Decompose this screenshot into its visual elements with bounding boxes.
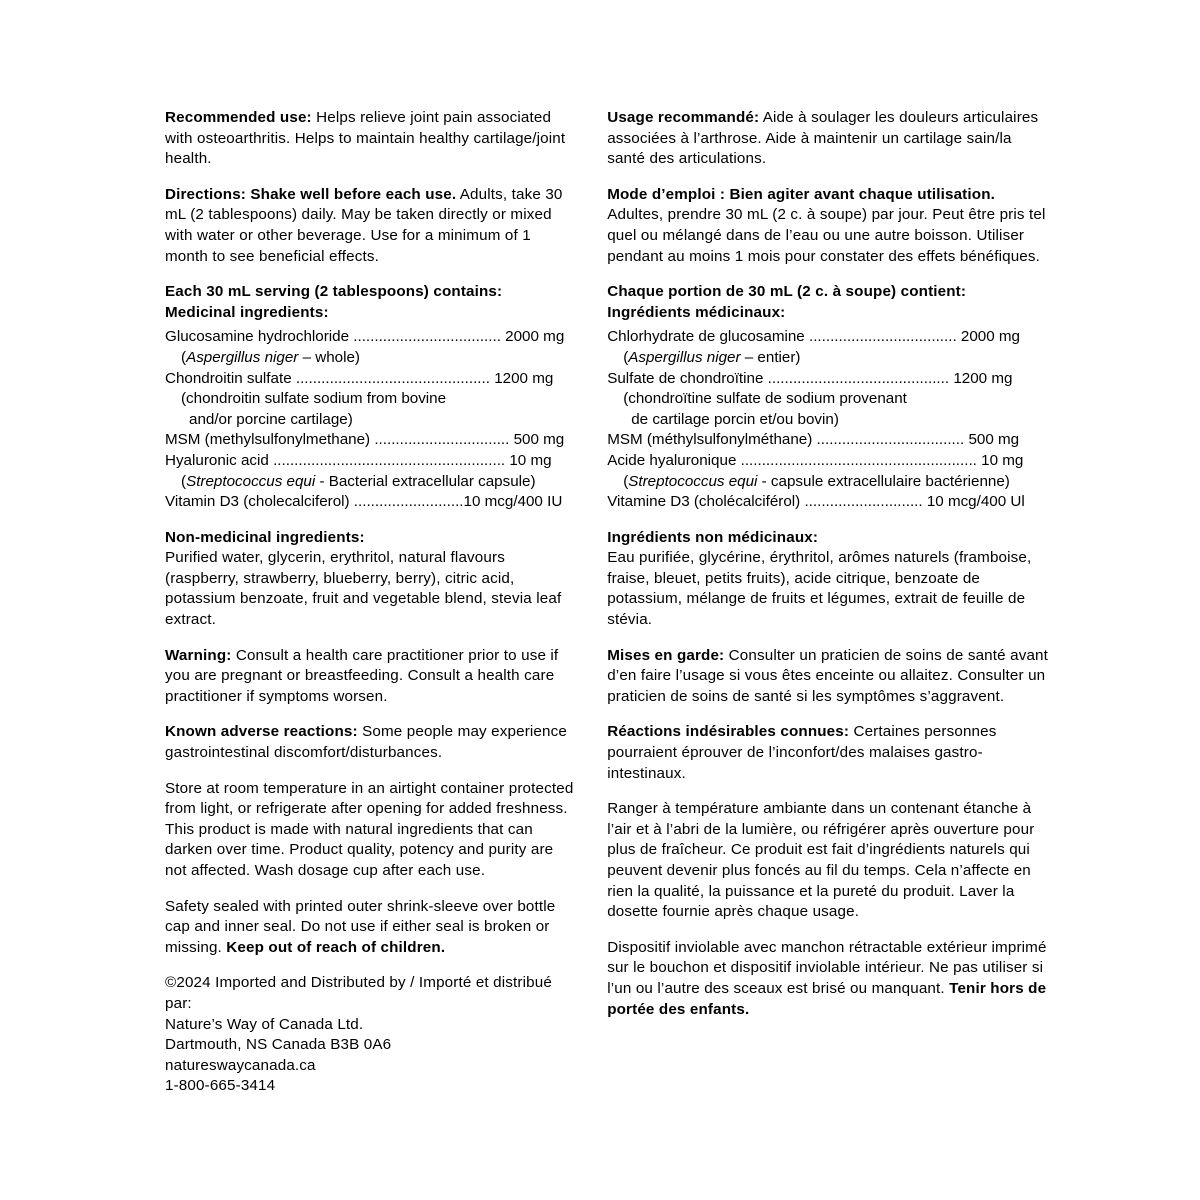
- ingredient-sub-rest: - capsule extracellulaire bactérienne): [757, 472, 1010, 490]
- ingredient-dots: ..........................: [349, 493, 464, 511]
- ingredient-amount: 500 mg: [964, 431, 1020, 449]
- ingredient-dots: ................................: [370, 431, 510, 449]
- ingredient-sub-italic: Aspergillus niger: [186, 348, 299, 366]
- ingredient-dots: .......................................................: [268, 451, 506, 469]
- adverse-paragraph-fr: [607, 722, 1050, 784]
- ingredient-dots: ...................................: [349, 328, 501, 346]
- keep-out-of-reach-text: Keep out of reach of children.: [226, 938, 446, 956]
- ingredient-subrow: de cartilage porcin et/ou bovin): [631, 410, 839, 428]
- serving-heading-fr: Chaque portion de 30 mL (2 c. à soupe) contient:: [607, 283, 967, 301]
- directions-paragraph: [165, 185, 574, 267]
- ingredient-row: [165, 430, 574, 451]
- ingredient-sub-italic: Streptococcus equi: [628, 472, 758, 490]
- serving-heading: Each 30 mL serving (2 tablespoons) contains:: [165, 283, 503, 301]
- company-address: Dartmouth, NS Canada B3B 0A6: [165, 1036, 392, 1054]
- ingredient-name: Glucosamine hydrochloride: [165, 328, 350, 346]
- safety-seal-block: [165, 897, 574, 959]
- ingredient-amount: 500 mg: [509, 431, 565, 449]
- keep-out-of-reach-text-fr: Tenir hors de portée des enfants.: [607, 979, 1047, 1018]
- ingredient-row: [165, 492, 574, 513]
- ingredient-amount: 10 mg: [976, 451, 1024, 469]
- ingredient-row: [607, 451, 1050, 472]
- non-medicinal-heading: Non-medicinal ingredients:: [165, 528, 365, 546]
- adverse-text-fr: Certaines personnes pourraient éprouver de l’inconfort/des malaises gastro-intestinaux.: [607, 723, 997, 782]
- non-medicinal-block: [165, 528, 574, 631]
- ingredient-dots: ...................................: [812, 431, 965, 449]
- recommended-use-block: [165, 108, 574, 170]
- directions-block: [165, 185, 574, 267]
- ingredient-amount: 1200 mg: [949, 369, 1013, 387]
- ingredient-subrow: and/or porcine cartilage): [189, 410, 353, 428]
- medicinal-heading: Medicinal ingredients:: [165, 303, 329, 321]
- ingredient-sub-prefix: (: [181, 472, 187, 490]
- medicinal-ingredients-list-fr: [607, 327, 1050, 512]
- ingredient-name: Chondroitin sulfate: [165, 369, 292, 387]
- company-phone[interactable]: 1-800-665-3414: [165, 1077, 276, 1095]
- bilingual-columns: [165, 108, 1050, 1112]
- ingredient-row: [607, 430, 1050, 451]
- ingredient-name: Sulfate de chondroïtine: [607, 369, 768, 387]
- ingredient-name: Hyaluronic acid: [165, 451, 269, 469]
- ingredient-row: [165, 451, 574, 472]
- recommended-use-text: Helps relieve joint pain associated with osteoarthritis. Helps to maintain healthy cartilage/joint health.: [165, 109, 566, 168]
- ingredient-sub-italic: Streptococcus equi: [186, 472, 316, 490]
- ingredient-dots: ...................................: [804, 328, 957, 346]
- ingredient-sub-rest: - Bacterial extracellular capsule): [315, 472, 536, 490]
- footer-block: [165, 973, 574, 1097]
- ingredient-amount: 2000 mg: [956, 328, 1020, 346]
- adverse-text: Some people may experience gastrointestinal discomfort/disturbances.: [165, 723, 567, 762]
- warning-block-fr: [607, 646, 1050, 708]
- copyright-line: ©2024 Imported and Distributed by / Importé et distribué par:: [165, 974, 552, 1012]
- ingredient-row: [165, 369, 574, 390]
- warning-paragraph-fr: [607, 646, 1050, 708]
- ingredient-sub-prefix: (: [181, 348, 187, 366]
- adverse-reactions-block-fr: [607, 722, 1050, 784]
- safety-paragraph: [165, 897, 574, 959]
- ingredient-dots: ........................................................: [736, 451, 977, 469]
- ingredient-sub-prefix: (: [623, 348, 629, 366]
- ingredient-amount: 1200 mg: [489, 369, 554, 387]
- recommended-use-paragraph-fr: [607, 108, 1050, 170]
- ingredient-dots: ..............................................: [291, 369, 490, 387]
- non-medicinal-heading-fr: Ingrédients non médicinaux:: [607, 528, 819, 546]
- ingredient-sub-rest: – entier): [740, 348, 801, 366]
- recommended-use-label-fr: Usage recommandé:: [607, 109, 760, 126]
- ingredient-subrow: (chondroïtine sulfate de sodium provenant: [623, 390, 907, 408]
- ingredient-amount: 10 mcg/400 Ul: [922, 493, 1025, 511]
- warning-label-fr: Mises en garde:: [607, 646, 725, 664]
- directions-label: Directions: Shake well before each use.: [165, 185, 457, 203]
- warning-paragraph: [165, 646, 574, 708]
- ingredient-dots: ............................: [800, 493, 923, 511]
- safety-paragraph-fr: [607, 938, 1050, 1020]
- warning-text-fr: Consulter un praticien de soins de santé avant d’en faire l’usage si vous êtes enceinte ou allaitez. Consulter un praticien de soins de santé si les symptômes s’aggravent.: [607, 646, 1049, 705]
- warning-text: Consult a health care practitioner prior to use if you are pregnant or breastfeeding. Consult a health care practitioner if symptoms worsen.: [165, 646, 559, 705]
- storage-block: [165, 779, 574, 882]
- warning-block: [165, 646, 574, 708]
- french-column: [607, 108, 1050, 1035]
- ingredient-sub-rest: – whole): [298, 348, 360, 366]
- serving-heading-block-fr: [607, 282, 1050, 323]
- english-column: [165, 108, 574, 1112]
- ingredient-row: [607, 492, 1050, 513]
- ingredient-amount: 10 mcg/400 IU: [463, 493, 563, 511]
- ingredient-row: [607, 369, 1050, 390]
- adverse-paragraph: [165, 722, 574, 763]
- ingredient-name: Vitamin D3 (cholecalciferol): [165, 493, 350, 511]
- ingredient-sub-italic: Aspergillus niger: [628, 348, 741, 366]
- ingredient-row: [607, 327, 1050, 348]
- safety-text: Safety sealed with printed outer shrink-sleeve over bottle cap and inner seal. Do not use if either seal is broken or missing.: [165, 897, 556, 956]
- ingredient-name: MSM (methylsulfonylmethane): [165, 431, 371, 449]
- warning-label: Warning:: [165, 646, 232, 664]
- serving-heading-block: [165, 282, 574, 323]
- non-medicinal-block-fr: [607, 528, 1050, 631]
- directions-label-fr: Mode d’emploi : Bien agiter avant chaque utilisation.: [607, 185, 995, 203]
- ingredient-name: Vitamine D3 (cholécalciférol): [607, 493, 801, 511]
- medicinal-ingredients-list: [165, 327, 574, 512]
- adverse-label-fr: Réactions indésirables connues:: [607, 723, 850, 741]
- safety-text-fr: Dispositif inviolable avec manchon rétractable extérieur imprimé sur le bouchon et dispositif inviolable intérieur. Ne pas utiliser si l’un ou l’autre des sceaux est brisé ou manquant.: [607, 938, 1047, 997]
- storage-text-fr: Ranger à température ambiante dans un contenant étanche à l’air et à l’abri de la lumière, ou réfrigérer après ouverture pour plus de fraîcheur. Ce produit est fait d’ingrédients naturels qui peuvent devenir plus foncés au fil du temps. Cela n’affecte en rien la qualité, la puissance et la pureté du produit. Laver la dosette fournie après chaque usage.: [607, 800, 1035, 921]
- ingredient-name: MSM (méthylsulfonylméthane): [607, 431, 813, 449]
- company-name: Nature’s Way of Canada Ltd.: [165, 1015, 364, 1033]
- non-medicinal-text-fr: Eau purifiée, glycérine, érythritol, arômes naturels (framboise, fraise, bleuet, petits fruits), acide citrique, benzoate de potassium, mélange de fruits et légumes, extrait de feuille de stévia.: [607, 549, 1032, 629]
- ingredient-name: Chlorhydrate de glucosamine: [607, 328, 805, 346]
- ingredient-row: [165, 327, 574, 348]
- storage-text: Store at room temperature in an airtight container protected from light, or refrigerate after opening for added freshness. This product is made with natural ingredients that can darken over time. Product quality, potency and purity are not affected. Wash dosage cup after each use.: [165, 779, 574, 879]
- recommended-use-label: Recommended use:: [165, 109, 312, 126]
- directions-block-fr: [607, 185, 1050, 267]
- non-medicinal-text: Purified water, glycerin, erythritol, natural flavours (raspberry, strawberry, blueberry, berry), citric acid, potassium benzoate, fruit and vegetable blend, stevia leaf extract.: [165, 549, 562, 629]
- ingredient-amount: 10 mg: [505, 451, 552, 469]
- ingredient-subrow: [607, 472, 1050, 493]
- directions-text-fr: Adultes, prendre 30 mL (2 c. à soupe) par jour. Peut être pris tel quel ou mélangé dans de l’eau ou une autre boisson. Utiliser pendant au moins 1 mois pour constater des effets bénéfiques.: [607, 206, 1046, 265]
- ingredient-name: Acide hyaluronique: [607, 451, 737, 469]
- ingredient-subrow: [165, 348, 574, 369]
- directions-text: Adults, take 30 mL (2 tablespoons) daily. May be taken directly or mixed with water or other beverage. Use for a minimum of 1 month to see beneficial effects.: [165, 185, 563, 265]
- recommended-use-block-fr: [607, 108, 1050, 170]
- recommended-use-text-fr: Aide à soulager les douleurs articulaires associées à l’arthrose. Aide à maintenir un cartilage sain/la santé des articulations.: [607, 109, 1039, 168]
- ingredient-amount: 2000 mg: [500, 328, 565, 346]
- storage-block-fr: [607, 799, 1050, 923]
- ingredient-subrow: [165, 472, 574, 493]
- ingredient-subrow: (chondroitin sulfate sodium from bovine: [181, 390, 447, 408]
- safety-seal-block-fr: [607, 938, 1050, 1020]
- ingredient-subrow: [607, 348, 1050, 369]
- recommended-use-paragraph: [165, 108, 574, 170]
- medicinal-heading-fr: Ingrédients médicinaux:: [607, 303, 786, 321]
- company-website[interactable]: natureswaycanada.ca: [165, 1056, 316, 1074]
- ingredient-dots: ...........................................: [767, 369, 950, 387]
- adverse-label: Known adverse reactions:: [165, 723, 358, 741]
- ingredient-sub-prefix: (: [623, 472, 629, 490]
- adverse-reactions-block: [165, 722, 574, 763]
